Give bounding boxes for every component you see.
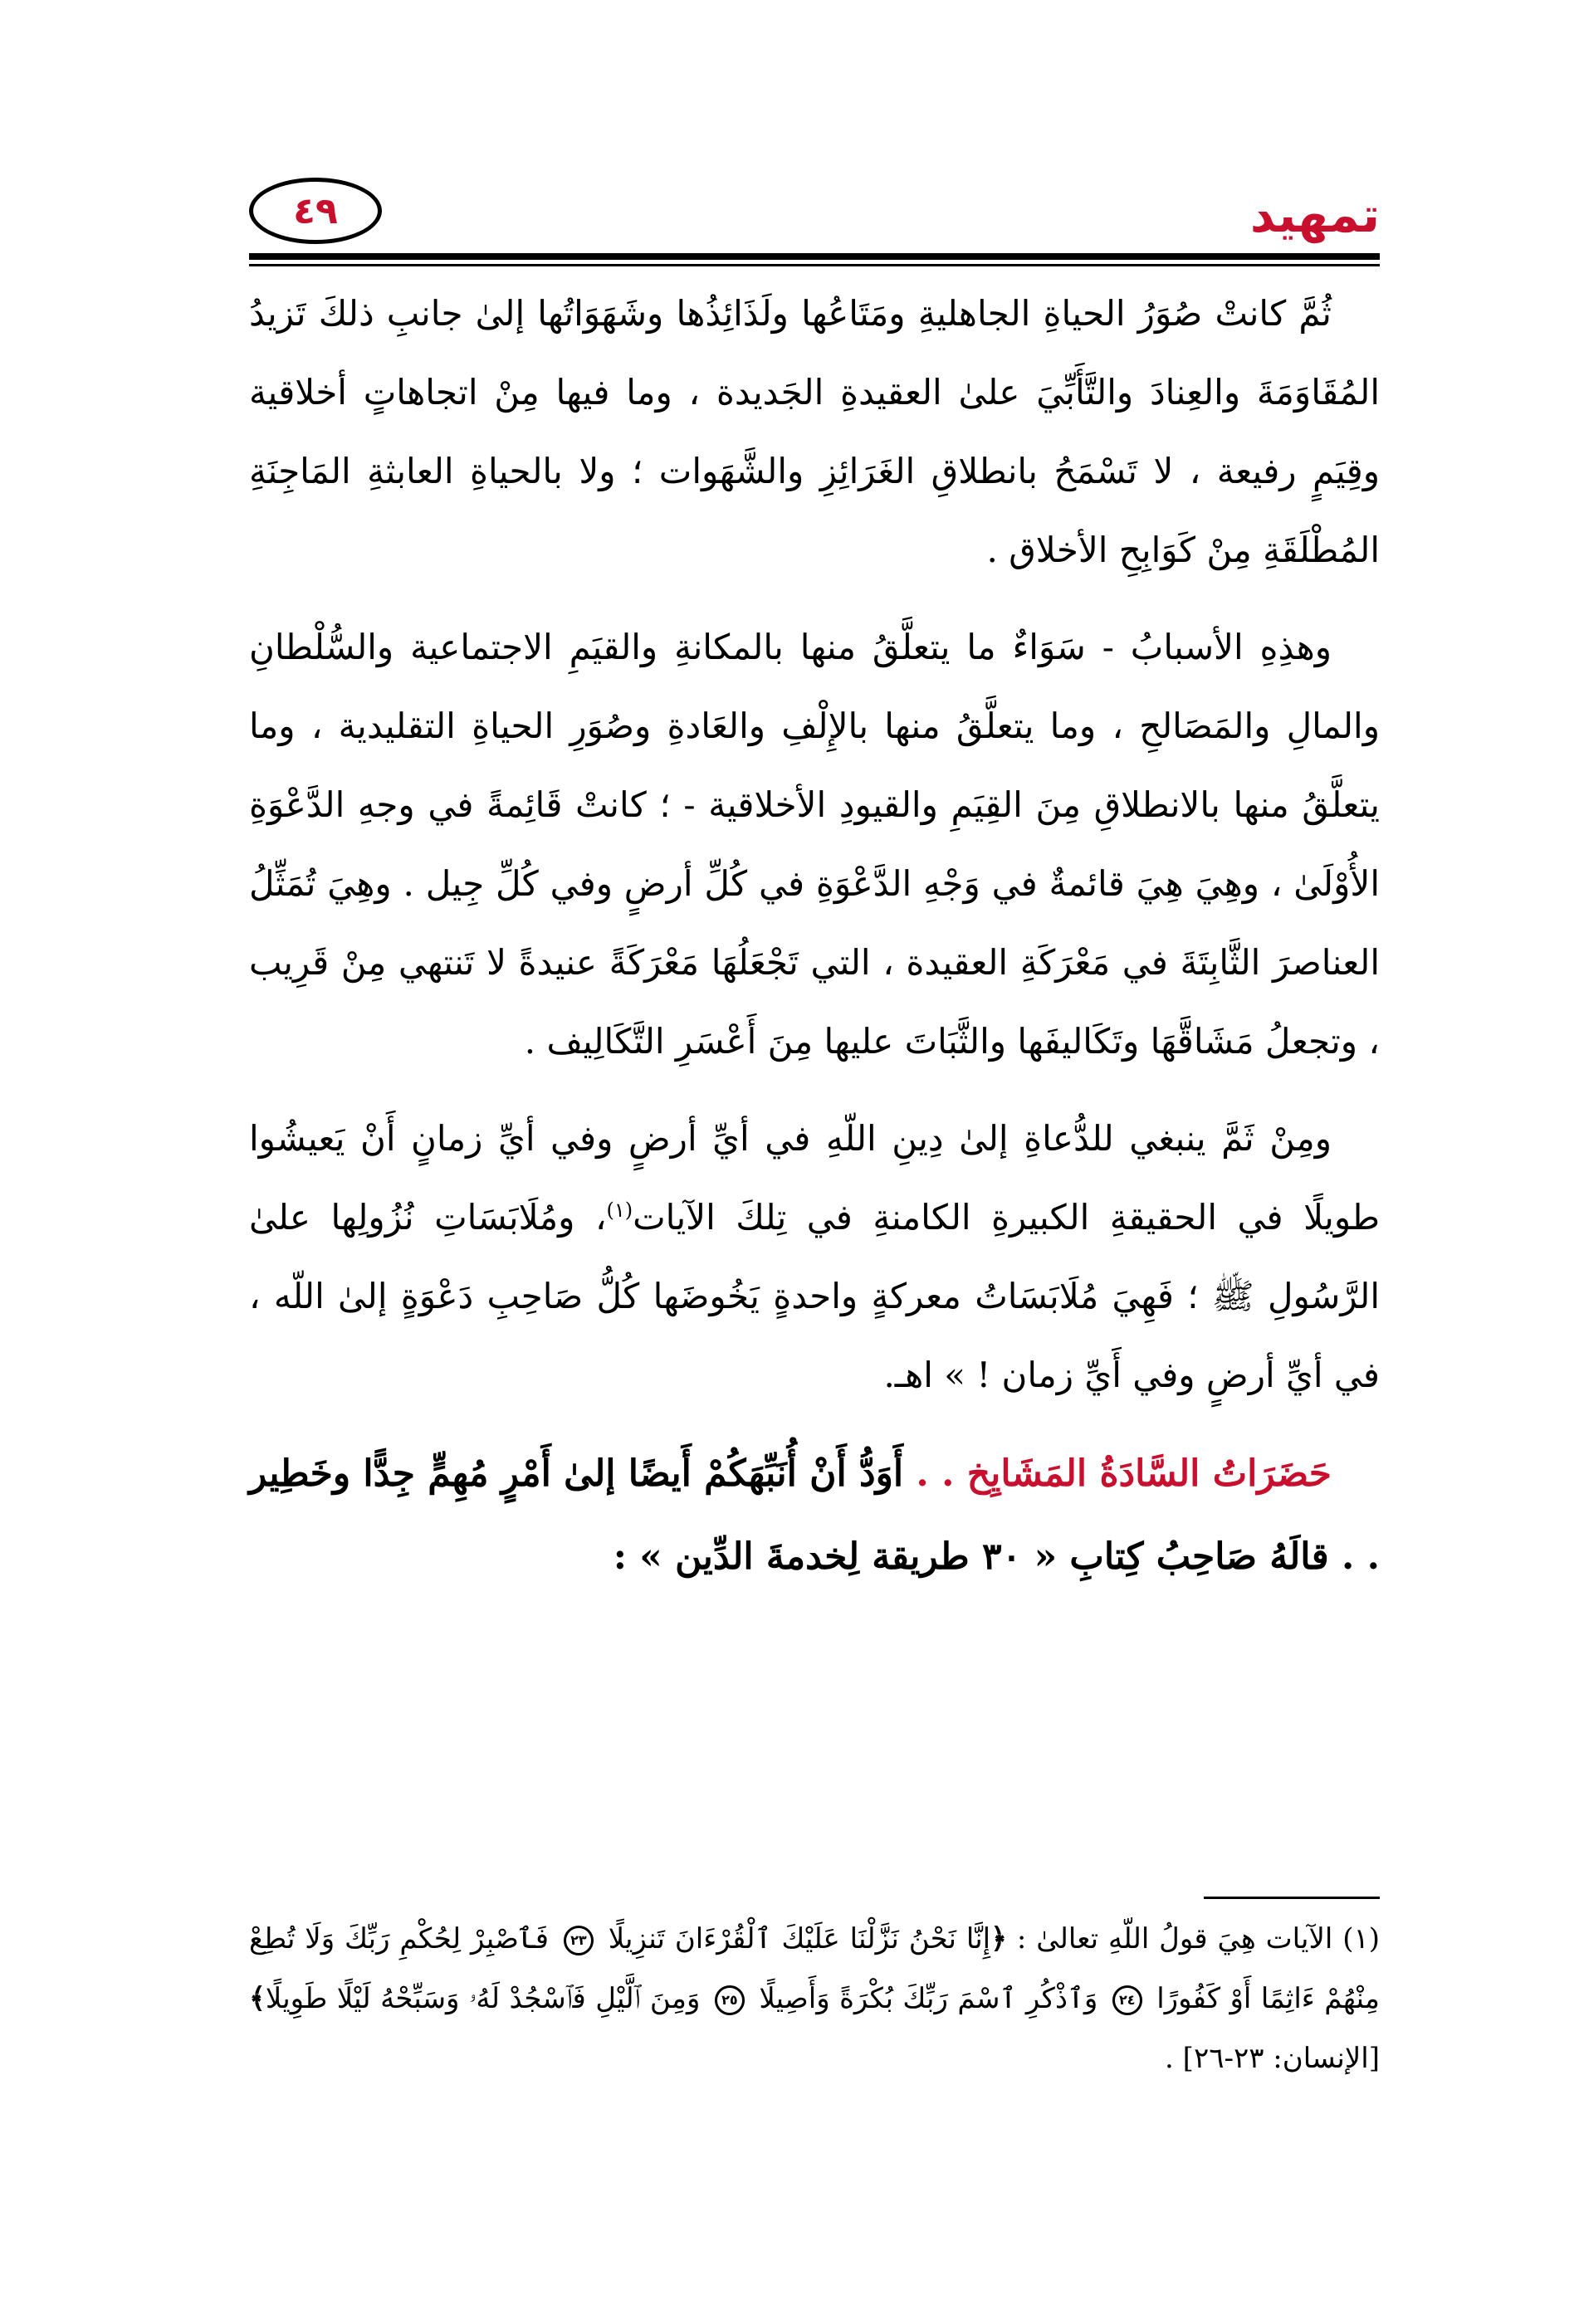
verse-2: فَٱصْبِرْ لِحُكْمِ رَبِّكَ وَلَا تُطِعْ مِنْهُمْ ءَاثِمًا أَوْ كَفُورًا (249, 1922, 1380, 2015)
paragraph-4-text: أَوَدُّ أَنْ أُنَبِّهَكُمْ أَيضًا إلىٰ أَمْرٍ مُهِمٍّ جِدًّا وخَطِير . . قالَهُ صَاحِبُ كِتابِ « ٣٠ طريقة لِخدمةَ الدِّين » : (249, 1452, 1380, 1578)
paragraph-3 (249, 1099, 1380, 1414)
chapter-title: تمهيد (1249, 187, 1380, 243)
footnote (249, 1909, 1380, 2088)
ayah-number-marker: ٢٤ (1112, 1985, 1142, 2015)
paragraph-4 (249, 1433, 1380, 1599)
footnote-number: (١) (1342, 1922, 1380, 1955)
verse-3: وَٱذْكُرِ ٱسْمَ رَبِّكَ بُكْرَةً وَأَصِيلًا (759, 1982, 1098, 2015)
paragraph-3-text-a: ومِنْ ثَمَّ ينبغي للدُّعاةِ إلىٰ دِينِ اللّهِ في أيِّ أرضٍ وفي أيِّ زمانٍ أَنْ يَعيشُوا طويلًا في الحقيقةِ الكبيرةِ الكامنةِ في تِلكَ الآيات (249, 1118, 1380, 1238)
page-number: ٤٩ (249, 178, 382, 244)
address-phrase: حَضَرَاتُ السَّادَةُ المَشَايِخ . . (916, 1452, 1332, 1495)
main-text (249, 274, 1380, 1617)
footnote-citation: [الإنسان: ٢٣-٢٦] . (1165, 2042, 1380, 2075)
paragraph-1: ثُمَّ كانتْ صُوَرُ الحياةِ الجاهليةِ ومَتَاعُها ولَذَائِذُها وشَهَوَاتُها إلىٰ جانبِ ذلكَ تَزيدُ المُقَاوَمَةَ والعِنادَ والتَّأَبِّيَ علىٰ العقيدةِ الجَديدة ، وما فيها مِنْ اتجاهاتٍ أخلاقية وقِيَمٍ رفيعة ، لا تَسْمَحُ بانطلاقِ الغَرَائِزِ والشَّهَوات ؛ ولا بالحياةِ العابثةِ المَاجِنَةِ المُطْلَقَةِ مِنْ كَوَابِحِ الأخلاق . (249, 293, 1380, 570)
ayah-open-bracket: ﴿ (990, 1922, 1008, 1955)
footnote-rule (1204, 1897, 1380, 1899)
header-rule-thin (249, 264, 1380, 266)
ayah-number-marker: ٢٣ (564, 1926, 594, 1955)
footnote-reference: (١) (606, 1199, 633, 1222)
ayah-close-bracket: ﴾ (249, 1982, 266, 2015)
header-rule-thick (249, 253, 1380, 260)
page-header (249, 166, 1380, 257)
paragraph-2: وهذِهِ الأسبابُ - سَوَاءٌ ما يتعلَّقُ منها بالمكانةِ والقيَمِ الاجتماعية والسُّلْطانِ والمالِ والمَصَالحِ ، وما يتعلَّقُ منها بالإِلْفِ والعَادةِ وصُوَرِ الحياةِ التقليدية ، وما يتعلَّقُ منها بالانطلاقِ مِنَ القِيَمِ والقيودِ الأخلاقية - ؛ كانتْ قَائِمةً في وجهِ الدَّعْوَةِ الأُوْلَىٰ ، وهِيَ هِيَ قائمةٌ في وَجْهِ الدَّعْوَةِ في كُلِّ أرضٍ وفي كُلِّ جِيل . وهِيَ تُمَثِّلُ العناصرَ الثَّابِتَةَ في مَعْرَكَةِ العقيدة ، التي تَجْعَلُهَا مَعْرَكَةً عنيدةً لا تَنتهي مِنْ قَرِيب ، وتجعلُ مَشَاقَّهَا وتَكَاليفَها والثَّبَاتَ عليها مِنَ أَعْسَرِ التَّكَالِيف . (249, 627, 1380, 1062)
verse-4: وَمِنَ ٱلَّيْلِ فَٱسْجُدْ لَهُۥ وَسَبِّحْهُ لَيْلًا طَوِيلًا (265, 1982, 701, 2015)
paragraph-3-text-b: ، ومُلَابَسَاتِ نُزُولِها علىٰ الرَّسُولِ ﷺ ؛ فَهِيَ مُلَابَسَاتُ معركةٍ واحدةٍ يَخُوضَها كُلُّ صَاحِبِ دَعْوَةٍ إلىٰ اللّه ، في أيِّ أرضٍ وفي أَيِّ زمان ! » اهـ. (249, 1197, 1380, 1395)
footnote-intro: الآيات هِيَ قولُ اللّهِ تعالىٰ : (1016, 1922, 1333, 1955)
verse-1: إِنَّا نَحْنُ نَزَّلْنَا عَلَيْكَ ٱلْقُرْءَانَ تَنزِيلًا (608, 1922, 991, 1955)
ayah-number-marker: ٢٥ (715, 1985, 745, 2015)
